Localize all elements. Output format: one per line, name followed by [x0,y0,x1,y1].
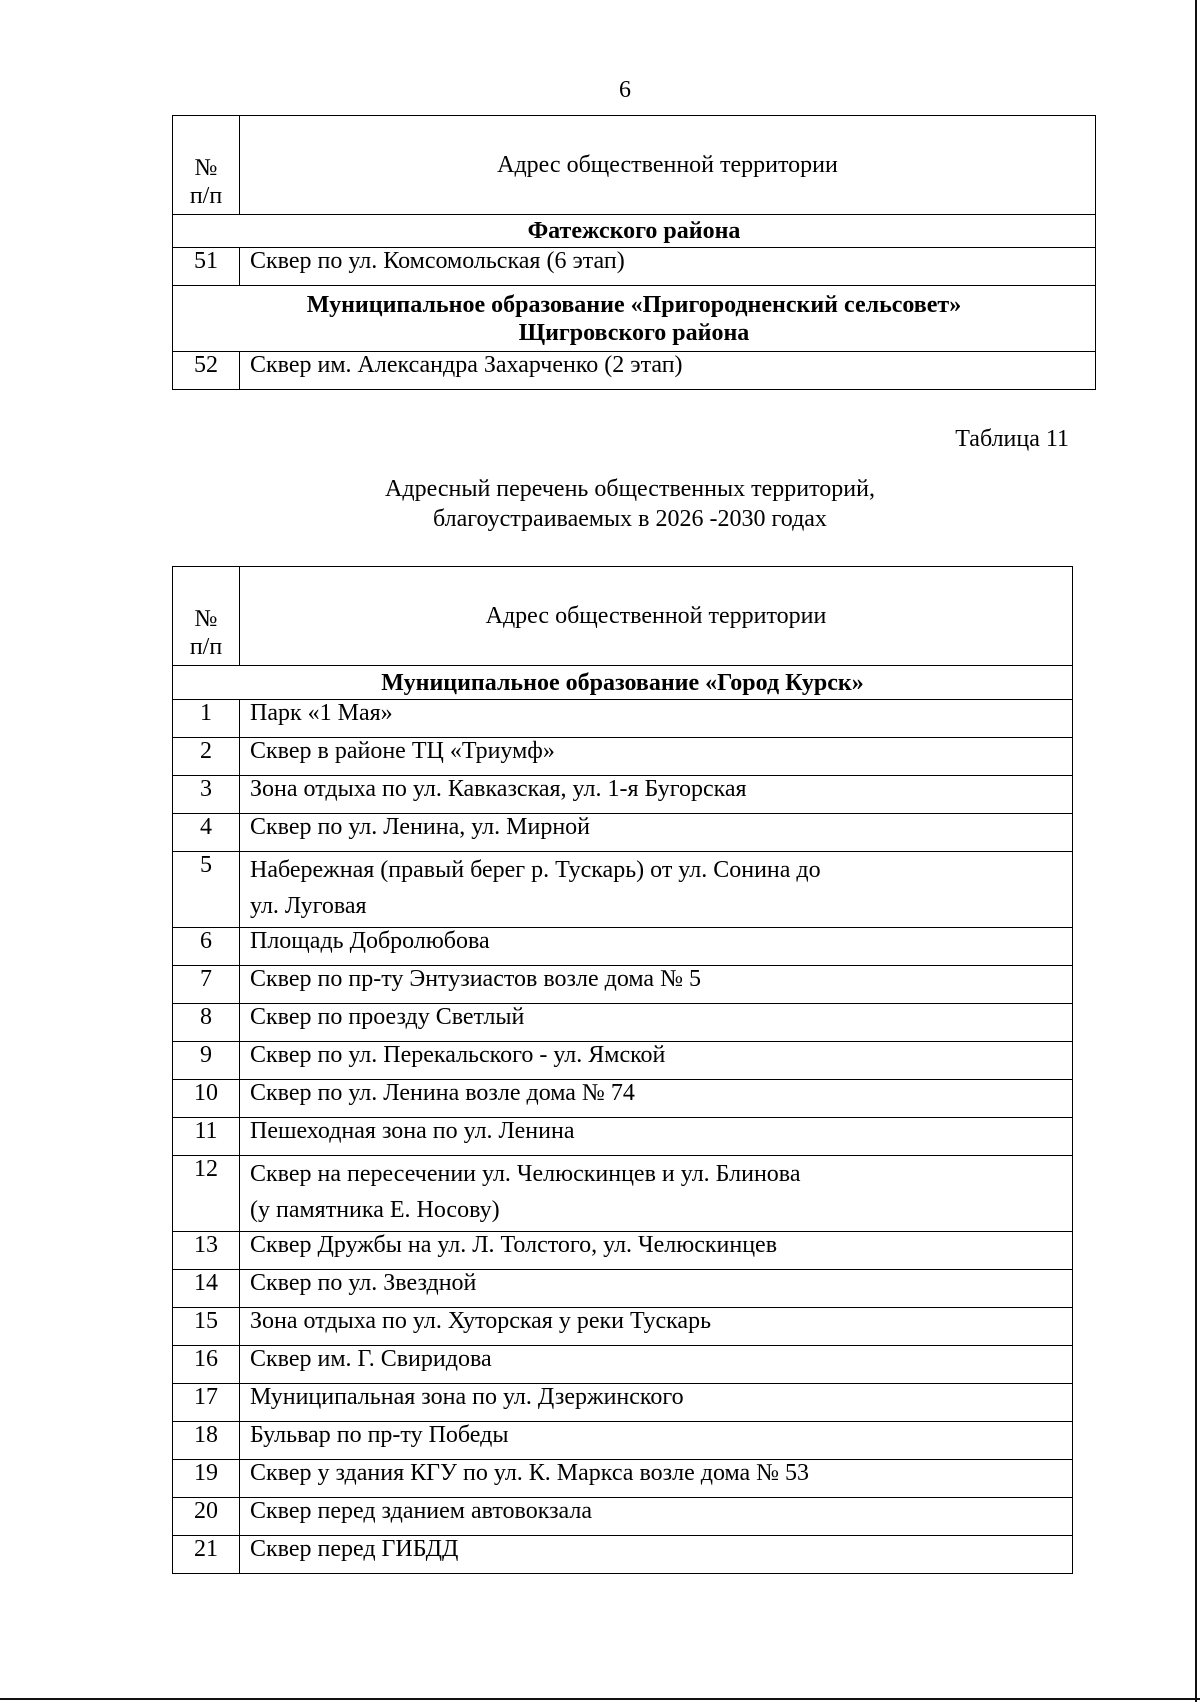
page-edge-bottom [0,1698,1200,1700]
row-number: 11 [173,1118,240,1156]
row-address-line: Сквер Дружбы на ул. Л. Толстого, ул. Челюскинцев [250,1232,778,1258]
row-address-line: Сквер перед зданием автовокзала [250,1498,593,1524]
table-row [173,852,1073,928]
row-address-line: Сквер по пр-ту Энтузиастов возле дома № 5 [250,966,701,992]
table-row [173,1156,1073,1232]
row-address [240,1308,1073,1346]
row-number: 19 [173,1460,240,1498]
row-address-line: Пешеходная зона по ул. Ленина [250,1118,575,1144]
row-number: 1 [173,700,240,738]
row-number: 16 [173,1346,240,1384]
row-number: 9 [173,1042,240,1080]
row-address-line: Сквер перед ГИБДД [250,1536,459,1562]
section-title-line: Щигровского района [518,319,750,346]
row-address-line: Сквер у здания КГУ по ул. К. Маркса возле дома № 53 [250,1460,810,1486]
row-address [240,1004,1073,1042]
table-row [173,1004,1073,1042]
table-body [173,700,1073,1574]
table-row [173,700,1073,738]
row-address-line: Зона отдыха по ул. Кавказская, ул. 1-я Бугорская [250,776,747,802]
table-row [173,814,1073,852]
row-address-line: Сквер по ул. Ленина возле дома № 74 [250,1080,635,1106]
table-row [173,1346,1073,1384]
row-address-line: Площадь Добролюбова [250,928,490,954]
row-number: 15 [173,1308,240,1346]
table-row [173,738,1073,776]
section-title [173,286,1096,352]
row-number: 20 [173,1498,240,1536]
row-address [240,776,1073,814]
table-row [173,1042,1073,1080]
table-row [173,1232,1073,1270]
row-address-line: Зона отдыха по ул. Хуторская у реки Тускарь [250,1308,712,1334]
row-number: 17 [173,1384,240,1422]
section-title-line: Муниципальное образование «Пригородненский сельсовет» [306,291,962,318]
table-row [173,1080,1073,1118]
table-row [173,928,1073,966]
row-number: 18 [173,1422,240,1460]
table-row [173,1270,1073,1308]
table-label: Таблица 11 [955,426,1069,452]
row-address-line: Сквер по проезду Светлый [250,1004,525,1030]
row-number: 6 [173,928,240,966]
table-title-line: благоустраиваемых в 2026 -2030 годах [433,506,827,532]
page-edge-right [1195,0,1197,1702]
row-number: 10 [173,1080,240,1118]
row-address [240,1080,1073,1118]
territory-table-2026-2030 [172,566,1073,1574]
row-address [240,1346,1073,1384]
table-header-row [173,567,1073,666]
row-address-line: Бульвар по пр-ту Победы [250,1422,509,1448]
row-address: Сквер им. Александра Захарченко (2 этап) [240,352,1096,390]
row-address [240,1460,1073,1498]
row-address: Сквер по ул. Комсомольская (6 этап) [240,248,1096,286]
row-address-line: Набережная (правый берег р. Тускарь) от ул. Сонина до [250,857,821,883]
row-address [240,928,1073,966]
row-address [240,1156,1073,1232]
section-row [173,286,1096,352]
row-address [240,1384,1073,1422]
table-row [173,776,1073,814]
row-address [240,1422,1073,1460]
row-number: 52 [173,352,240,390]
row-address-line: Муниципальная зона по ул. Дзержинского [250,1384,684,1410]
header-num-cell [173,116,240,215]
table-row [173,1118,1073,1156]
row-address [240,814,1073,852]
header-address-cell: Адрес общественной территории [240,567,1073,666]
header-num-label: № [194,606,218,632]
row-address-line: Сквер по ул. Звездной [250,1270,477,1296]
row-address [240,1118,1073,1156]
row-number: 12 [173,1156,240,1232]
section-title: Муниципальное образование «Город Курск» [173,666,1073,700]
row-address [240,852,1073,928]
row-number: 14 [173,1270,240,1308]
section-row [173,666,1073,700]
header-num-label: № [194,155,218,181]
row-address [240,738,1073,776]
table-row [173,1536,1073,1574]
header-num-label-2: п/п [189,634,223,660]
table-row [173,966,1073,1004]
table-row [173,1460,1073,1498]
row-address-line: ул. Луговая [250,893,367,919]
row-number: 5 [173,852,240,928]
row-number: 51 [173,248,240,286]
row-address-line: Сквер по ул. Перекальского - ул. Ямской [250,1042,666,1068]
section-row [173,215,1096,248]
row-address [240,1042,1073,1080]
row-number: 2 [173,738,240,776]
table-title [200,474,1060,534]
table-header-row [173,116,1096,215]
header-num-cell [173,567,240,666]
table-row [173,1422,1073,1460]
row-address [240,1498,1073,1536]
row-address-line: Сквер по ул. Ленина, ул. Мирной [250,814,591,840]
row-number: 3 [173,776,240,814]
territory-table-continued [172,115,1096,390]
row-number: 7 [173,966,240,1004]
table-row [173,352,1096,390]
row-number: 4 [173,814,240,852]
row-address-line: Сквер в районе ТЦ «Триумф» [250,738,555,764]
row-address [240,700,1073,738]
table-title-line: Адресный перечень общественных территорий, [385,476,875,502]
table-row [173,1498,1073,1536]
page-number: 6 [619,77,631,103]
row-number: 21 [173,1536,240,1574]
row-address [240,966,1073,1004]
section-title: Фатежского района [173,215,1096,248]
row-address [240,1536,1073,1574]
table-row [173,248,1096,286]
row-address-line: (у памятника Е. Носову) [250,1197,500,1223]
row-address [240,1232,1073,1270]
row-address [240,1270,1073,1308]
row-address-line: Сквер на пересечении ул. Челюскинцев и ул. Блинова [250,1161,801,1187]
header-address-cell: Адрес общественной территории [240,116,1096,215]
row-address-line: Парк «1 Мая» [250,700,393,726]
table-row [173,1308,1073,1346]
row-number: 8 [173,1004,240,1042]
row-address-line: Сквер им. Г. Свиридова [250,1346,492,1372]
header-num-label-2: п/п [189,183,223,209]
row-number: 13 [173,1232,240,1270]
table-row [173,1384,1073,1422]
